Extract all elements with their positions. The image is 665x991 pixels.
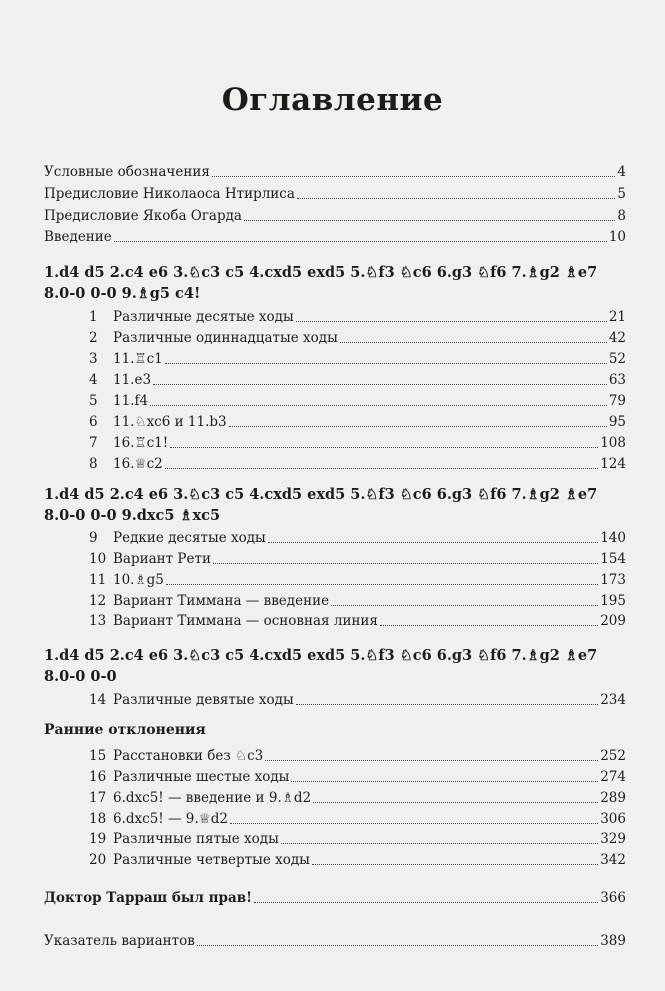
section-heading: Ранние отклонения [44, 722, 206, 738]
toc-entry-closing: Доктор Тарраш был прав! 366 [44, 890, 626, 906]
part3-line2: 8.0-0 0-0 [44, 668, 117, 685]
part2-line2: 8.0-0 0-0 9.dxc5 ♗xc5 [44, 507, 221, 524]
chapter-entry: 15 Расстановки без ♘c3 252 [89, 748, 626, 764]
chapter-entry: 14 Различные девятые ходы 234 [89, 692, 626, 708]
part3-line1: 1.d4 d5 2.c4 e6 3.♘c3 c5 4.cxd5 exd5 5.♘f3 ♘c6 6.g3 ♘f6 7.♗g2 ♗e7 [44, 647, 598, 664]
toc-entry: Условные обозначения 4 [44, 164, 626, 180]
chapter-entry: 18 6.dxc5! — 9.♕d2 306 [89, 811, 626, 827]
part1-line1: 1.d4 d5 2.c4 e6 3.♘c3 c5 4.cxd5 exd5 5.♘f3 ♘c6 6.g3 ♘f6 7.♗g2 ♗e7 [44, 264, 598, 281]
chapter-entry: 12 Вариант Тиммана — введение 195 [89, 593, 626, 609]
chapter-entry: 11 10.♗g5 173 [89, 572, 626, 588]
chapter-entry: 10 Вариант Рети 154 [89, 551, 626, 567]
page-title: Оглавление [221, 82, 444, 118]
chapter-entry: 16 Различные шестые ходы 274 [89, 769, 626, 785]
chapter-entry: 1 Различные десятые ходы 21 [89, 309, 626, 325]
chapter-entry: 13 Вариант Тиммана — основная линия 209 [89, 613, 626, 629]
chapter-entry: 5 11.f4 79 [89, 393, 626, 409]
chapter-entry: 3 11.♖c1 52 [89, 351, 626, 367]
toc-entry-index: Указатель вариантов 389 [44, 933, 626, 949]
part2-line1: 1.d4 d5 2.c4 e6 3.♘c3 c5 4.cxd5 exd5 5.♘f3 ♘c6 6.g3 ♘f6 7.♗g2 ♗e7 [44, 486, 598, 503]
chapter-entry: 8 16.♕c2 124 [89, 456, 626, 472]
chapter-entry: 20 Различные четвертые ходы 342 [89, 852, 626, 868]
toc-entry: Введение 10 [44, 229, 626, 245]
chapter-entry: 9 Редкие десятые ходы 140 [89, 530, 626, 546]
chapter-entry: 4 11.e3 63 [89, 372, 626, 388]
chapter-entry: 2 Различные одиннадцатые ходы 42 [89, 330, 626, 346]
toc-entry: Предисловие Николаоса Нтирлиса 5 [44, 186, 626, 202]
part1-line2: 8.0-0 0-0 9.♗g5 c4! [44, 285, 201, 302]
toc-entry: Предисловие Якоба Огарда 8 [44, 208, 626, 224]
chapter-entry: 19 Различные пятые ходы 329 [89, 831, 626, 847]
chapter-entry: 6 11.♘xc6 и 11.b3 95 [89, 414, 626, 430]
chapter-entry: 17 6.dxc5! — введение и 9.♗d2 289 [89, 790, 626, 806]
chapter-entry: 7 16.♖c1! 108 [89, 435, 626, 451]
